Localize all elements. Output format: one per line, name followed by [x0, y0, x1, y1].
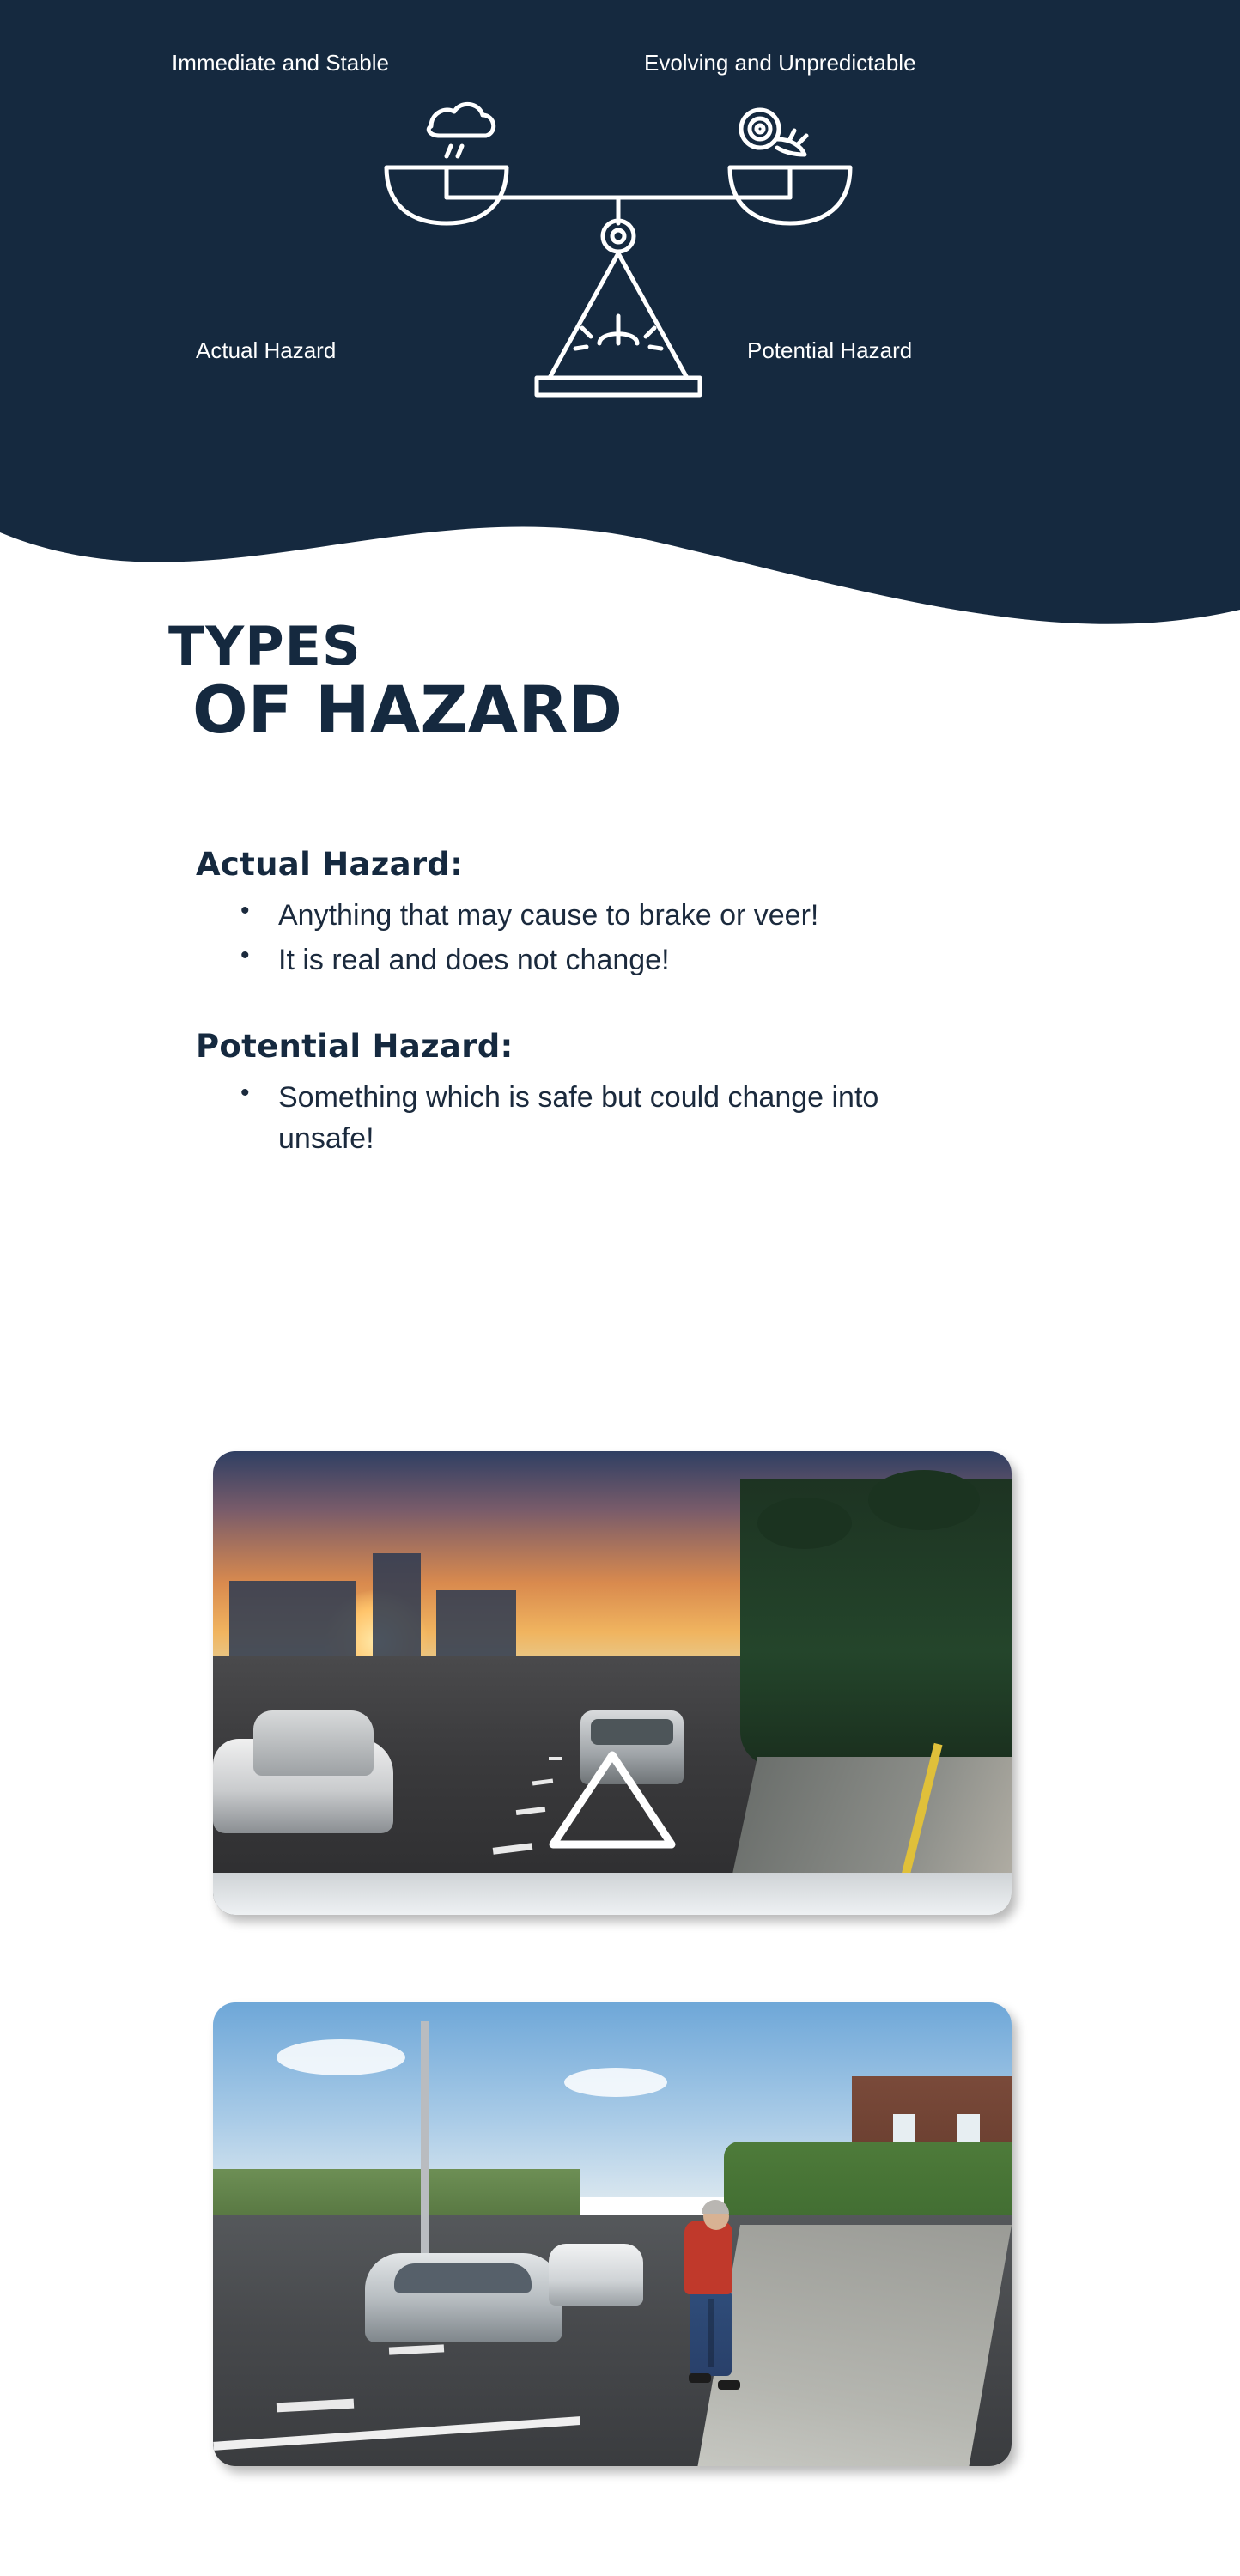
photo-pedestrian-crossing-road — [213, 2002, 1012, 2466]
label-potential-hazard: Potential Hazard — [747, 337, 913, 363]
header-band — [0, 0, 1240, 653]
list-item: • Something which is safe but could change into unsafe! — [240, 1077, 945, 1160]
bullet-list-actual-hazard — [240, 895, 1106, 981]
balance-scale-icon — [352, 86, 884, 429]
car-left-far — [253, 1710, 374, 1776]
building — [229, 1581, 357, 1664]
pedestrian-shoe — [718, 2380, 740, 2390]
title-line-1: TYPES — [168, 615, 362, 677]
car-parked-near — [365, 2253, 562, 2342]
section-heading-actual-hazard: Actual Hazard: — [196, 846, 464, 883]
label-evolving-and-unpredictable: Evolving and Unpredictable — [644, 50, 916, 76]
section-heading-potential-hazard: Potential Hazard: — [196, 1027, 514, 1065]
palm-canopy — [868, 1470, 980, 1530]
page-title — [168, 615, 1113, 749]
window — [893, 2114, 915, 2143]
pedestrian-shoe — [689, 2373, 711, 2383]
warning-triangle-icon — [548, 1748, 677, 1851]
list-item: • It is real and does not change! — [240, 939, 945, 981]
pavement — [697, 2225, 1012, 2466]
pedestrian-torso — [684, 2221, 732, 2294]
pedestrian-legs — [690, 2290, 732, 2376]
content-body — [196, 846, 1106, 1163]
window — [957, 2114, 980, 2143]
lamp-post — [421, 2021, 429, 2263]
title-line-2: OF HAZARD — [192, 671, 623, 749]
building — [373, 1553, 421, 1665]
palm-canopy — [757, 1498, 852, 1549]
cloud — [277, 2039, 405, 2075]
car-parked-far — [549, 2244, 643, 2306]
label-immediate-and-stable: Immediate and Stable — [172, 50, 389, 76]
cloud — [564, 2068, 667, 2097]
list-item: • Anything that may cause to brake or veer! — [240, 895, 945, 936]
bullet-list-potential-hazard — [240, 1077, 1106, 1160]
car-hood — [213, 1873, 1012, 1915]
label-actual-hazard: Actual Hazard — [196, 337, 337, 363]
building — [436, 1590, 516, 1664]
photo-dusk-highway-warning — [213, 1451, 1012, 1915]
